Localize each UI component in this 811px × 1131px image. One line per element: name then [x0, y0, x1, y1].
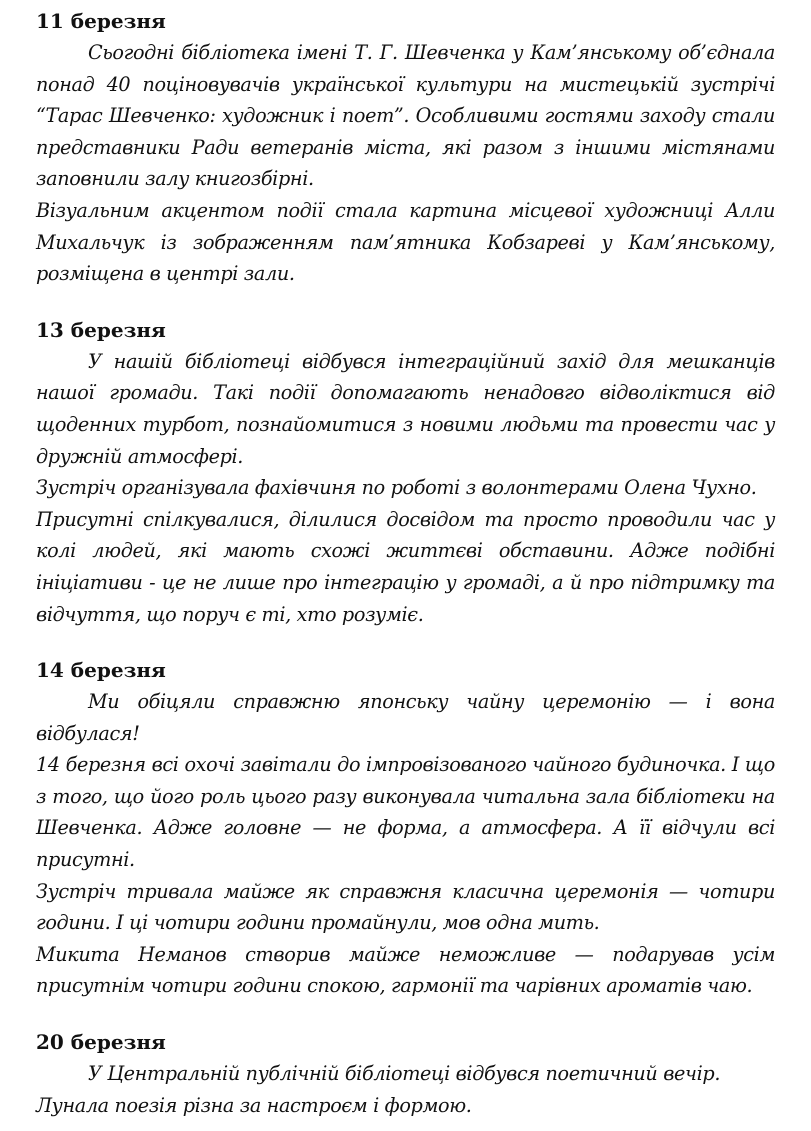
entry-paragraph: Візуальним акцентом події стала картина місцевої художниці Алли Михальчук із зображенням пам’ятника Кобзареві у Кам’янському, розміщена в центрі зали.	[36, 198, 775, 286]
entry-paragraph: Зустріч організувала фахівчиня по роботі з волонтерами Олена Чухно.	[36, 476, 757, 500]
entry-paragraph: Лунала поезія різна за настроєм і формою.	[36, 1093, 472, 1117]
entry-paragraph: Зустріч тривала майже як справжня класична церемонія — чотири години. І ці чотири години промайнули, мов одна мить.	[36, 879, 775, 935]
entry-date: 11 березня	[36, 9, 166, 33]
entry-paragraph: У Центральній публічній бібліотеці відбувся поетичний вечір.	[88, 1062, 721, 1086]
entry-march-13	[36, 315, 775, 630]
entry-march-11	[36, 6, 775, 290]
entry-date: 20 березня	[36, 1030, 166, 1055]
entry-march-14	[36, 655, 775, 1002]
entry-paragraph: Присутні спілкувалися, ділилися досвідом та просто проводили час у колі людей, які мають схожі життєві обставини. Адже подібні ініціативи - це не лише про інтеграцію у громаді, а й про підтримку та відчуття, що поруч є ті, хто розуміє.	[36, 507, 775, 626]
entry-date: 13 березня	[36, 317, 166, 342]
entry-paragraph: У нашій бібліотеці відбувся інтеграційний захід для мешканців нашої громади. Такі події допомагають ненадовго відволіктися від щоденних турбот, познайомитися з новими людьми та провести час у дружній атмосфері.	[36, 349, 775, 468]
entry-paragraph: Сьогодні бібліотека імені Т. Г. Шевченка у Кам’янському об’єднала понад 40 поціновувачів української культури на мистецькій зустрічі “Тарас Шевченко: художник і поет”. Особливими гостями заходу стали представники Ради ветеранів міста, які разом з іншими містянами заповнили залу книгозбірні.	[36, 41, 775, 191]
entry-paragraph: Ми обіцяли справжню японську чайну церемонію — і вона відбулася!	[36, 690, 775, 745]
entry-paragraph: 14 березня всі охочі завітали до імпровізованого чайного будиночка. І що з того, що його роль цього разу виконувала читальна зала бібліотеки на Шевченка. Адже головне — не форма, а атмосфера. А її відчули всі присутні.	[36, 753, 775, 872]
entry-paragraph: Микита Неманов створив майже неможливе — подарував усім присутнім чотири години спокою, гармонії та чарівних ароматів чаю.	[36, 942, 775, 998]
entry-date: 14 березня	[36, 658, 166, 683]
entry-march-20	[36, 1027, 775, 1121]
